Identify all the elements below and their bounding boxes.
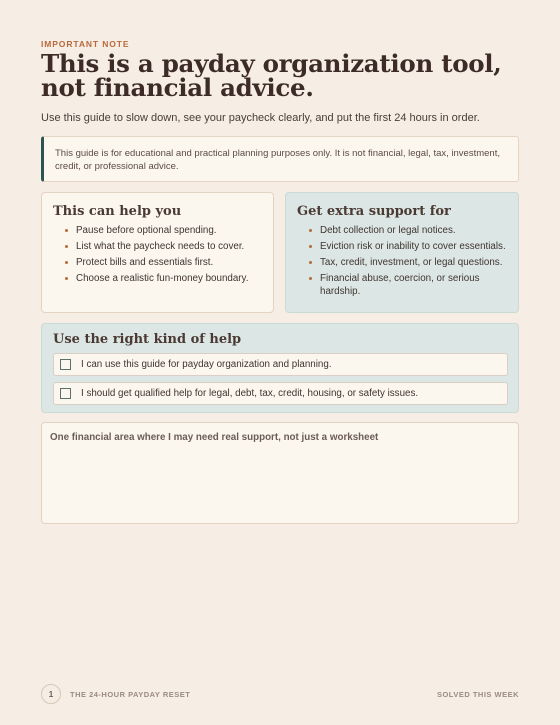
list-item: Financial abuse, coercion, or serious hardship. bbox=[309, 272, 507, 298]
qualified-help-option[interactable] bbox=[53, 382, 508, 405]
can-help-card bbox=[41, 192, 274, 313]
list-item: Debt collection or legal notices. bbox=[309, 224, 507, 237]
list-item: Choose a realistic fun-money boundary. bbox=[65, 272, 262, 285]
checkbox[interactable] bbox=[60, 359, 71, 370]
list-item: Tax, credit, investment, or legal questions. bbox=[309, 256, 507, 269]
footer-guide-title: THE 24-HOUR PAYDAY RESET bbox=[70, 690, 191, 699]
extra-support-card bbox=[285, 192, 519, 313]
guide-use-option[interactable] bbox=[53, 353, 508, 376]
option-label: I should get qualified help for legal, debt, tax, credit, housing, or safety issues. bbox=[81, 388, 419, 399]
right-help-panel bbox=[41, 323, 519, 413]
list-item: Pause before optional spending. bbox=[65, 224, 262, 237]
extra-support-list bbox=[297, 224, 507, 298]
checkbox[interactable] bbox=[60, 388, 71, 399]
can-help-title: This can help you bbox=[53, 204, 182, 219]
list-item: Protect bills and essentials first. bbox=[65, 256, 262, 269]
page-number: 1 bbox=[41, 684, 61, 704]
disclaimer-callout: This guide is for educational and practical planning purposes only. It is not financial, legal, tax, investment, credit, or professional advice. bbox=[41, 136, 519, 182]
right-help-title: Use the right kind of help bbox=[53, 332, 242, 347]
list-item: Eviction risk or inability to cover essentials. bbox=[309, 240, 507, 253]
list-item: List what the paycheck needs to cover. bbox=[65, 240, 262, 253]
extra-support-title: Get extra support for bbox=[297, 204, 451, 219]
support-area-prompt: One financial area where I may need real support, not just a worksheet bbox=[50, 432, 379, 443]
option-label: I can use this guide for payday organization and planning. bbox=[81, 359, 332, 370]
footer bbox=[41, 684, 519, 704]
can-help-list bbox=[53, 224, 262, 285]
page-title: This is a payday organization tool, not financial advice. bbox=[41, 49, 502, 102]
footer-brand: SOLVED THIS WEEK bbox=[436, 690, 519, 699]
page bbox=[41, 0, 519, 725]
support-area-field[interactable] bbox=[41, 422, 519, 524]
page-subtitle: Use this guide to slow down, see your paycheck clearly, and put the first 24 hours in order. bbox=[41, 112, 480, 124]
eyebrow-label: IMPORTANT NOTE bbox=[41, 39, 130, 49]
